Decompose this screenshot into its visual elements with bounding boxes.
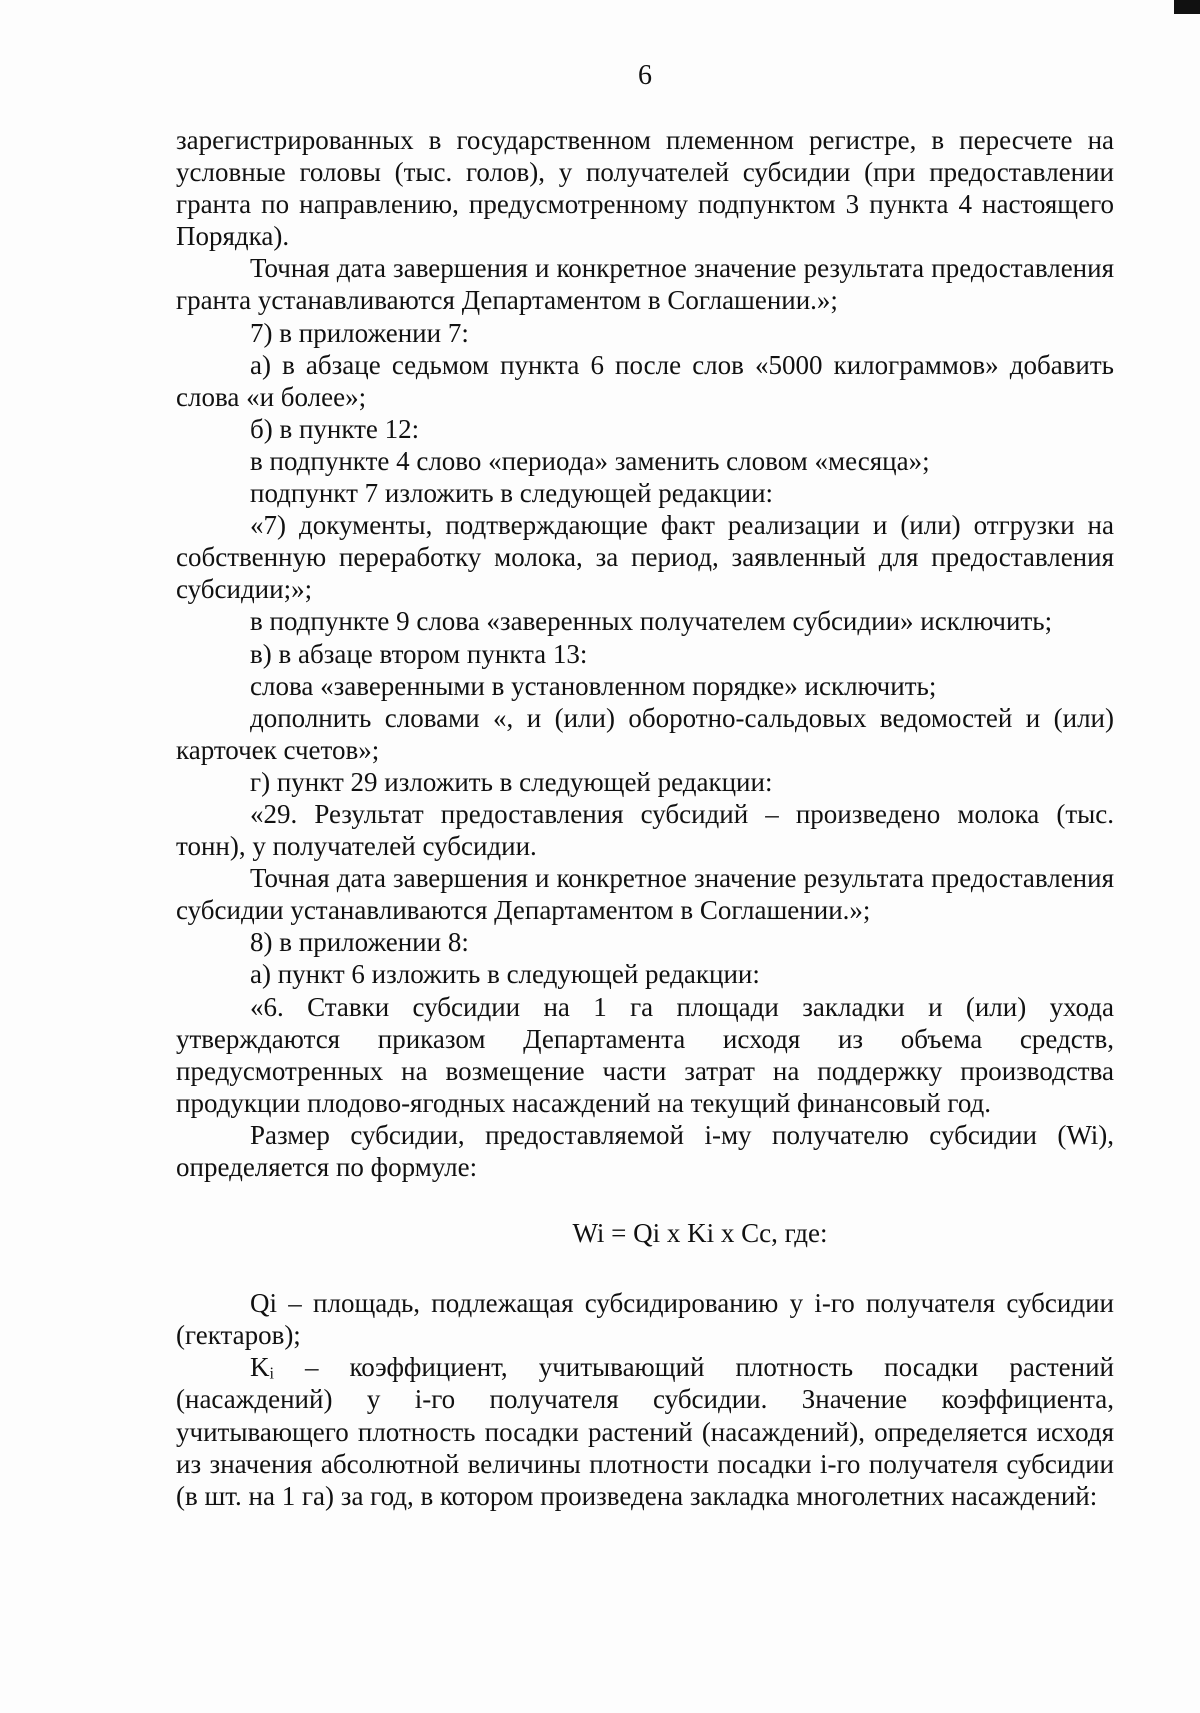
paragraph: в подпункте 4 слово «периода» заменить словом «месяца»; — [250, 445, 930, 476]
paragraph: б) в пункте 12: — [250, 413, 420, 444]
scan-corner-mark — [1174, 0, 1200, 14]
paragraph: слова «заверенными в установленном порядке» исключить; — [250, 670, 937, 701]
paragraph: 7) в приложении 7: — [250, 317, 469, 348]
paragraph: а) в абзаце седьмом пункта 6 после слов «5000 килограммов» добавить слова «и более»; — [176, 349, 1114, 412]
paragraph: подпункт 7 изложить в следующей редакции: — [250, 478, 774, 509]
paragraph: 8) в приложении 8: — [250, 927, 469, 958]
paragraph: дополнить словами «, и (или) оборотно-сальдовых ведомостей и (или) карточек счетов»; — [176, 702, 1114, 765]
paragraph: а) пункт 6 изложить в следующей редакции: — [250, 959, 760, 990]
formula: Wi = Qi x Ki x Cc, где: — [572, 1218, 828, 1249]
paragraph: Qi – площадь, подлежащая субсидированию у i-го получателя субсидии (гектаров); — [176, 1288, 1114, 1351]
paragraph: зарегистрированных в государственном племенном регистре, в пересчете на условные головы (тыс. голов), у получателей субсидии (при предоставлении гранта по направлению, предусмотренному подпунктом 3 пункта 4 настоящего Порядка). — [176, 125, 1114, 252]
paragraph: Kᵢ – коэффициент, учитывающий плотность посадки растений (насаждений) у i-го получателя субсидии. Значение коэффициента, учитывающего плотность посадки растений (насаждений), определяется исходя из значения абсолютной величины плотности посадки i-го получателя субсидии (в шт. на 1 га) за год, в котором произведена закладка многолетних насаждений: — [176, 1352, 1114, 1511]
paragraph: в) в абзаце втором пункта 13: — [250, 638, 588, 669]
paragraph: «7) документы, подтверждающие факт реализации и (или) отгрузки на собственную переработку молока, за период, заявленный для предоставления субсидии;»; — [176, 510, 1114, 605]
paragraph: «6. Ставки субсидии на 1 га площади закладки и (или) ухода утверждаются приказом Департамента исходя из объема средств, предусмотренных на возмещение части затрат на поддержку производства продукции плодово-ягодных насаждений на текущий финансовый год. — [176, 991, 1114, 1118]
paragraph: Точная дата завершения и конкретное значение результата предоставления гранта устанавливаются Департаментом в Соглашении.»; — [176, 253, 1114, 316]
paragraph: г) пункт 29 изложить в следующей редакции: — [250, 766, 773, 797]
paragraph: в подпункте 9 слова «заверенных получателем субсидии» исключить; — [250, 606, 1053, 637]
document-body — [176, 124, 1114, 1512]
paragraph: Размер субсидии, предоставляемой i-му получателю субсидии (Wi), определяется по формуле: — [176, 1119, 1114, 1182]
paragraph: Точная дата завершения и конкретное значение результата предоставления субсидии устанавливаются Департаментом в Соглашении.»; — [176, 863, 1114, 926]
paragraph: «29. Результат предоставления субсидий – произведено молока (тыс. тонн), у получателей субсидии. — [176, 798, 1114, 862]
page-number: 6 — [638, 60, 652, 91]
